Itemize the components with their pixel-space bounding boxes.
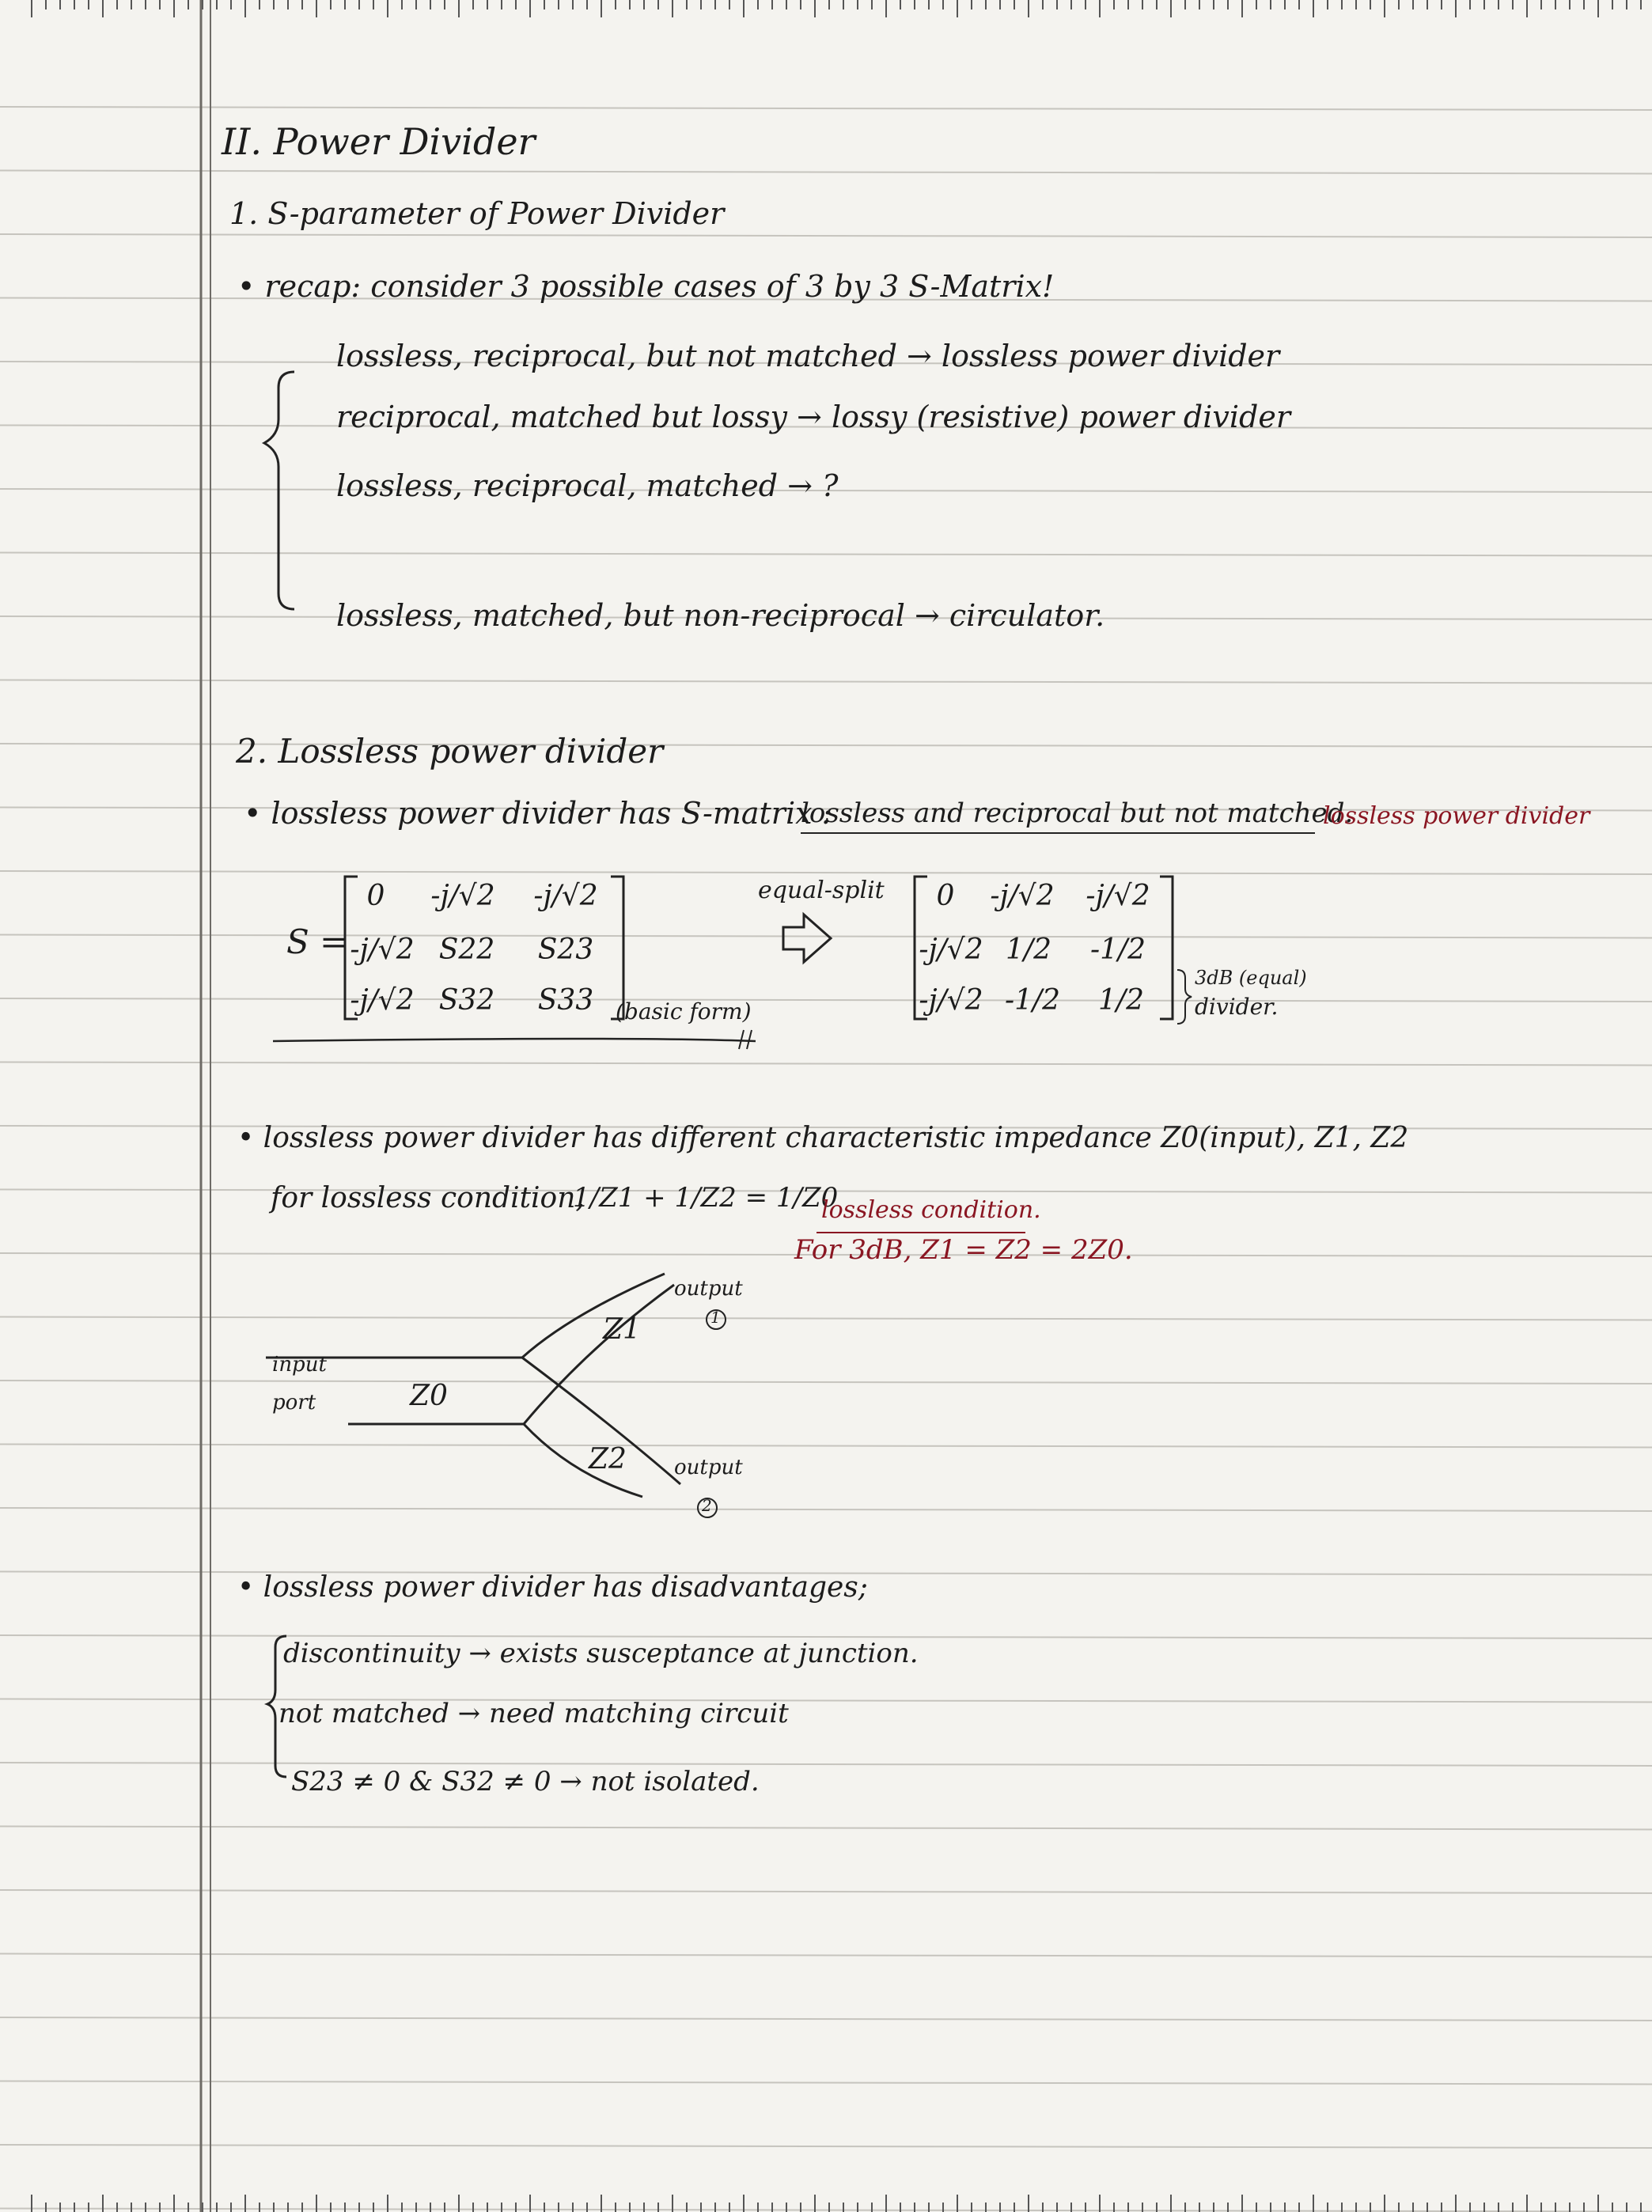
recap-line: • recap: consider 3 possible cases of 3 by 3 S-Matrix! [237,269,1055,304]
ruled-line [0,1763,1652,1766]
output2-label: output [674,1456,743,1479]
ruled-line [0,998,1652,1002]
ruled-line [0,553,1652,556]
brace-cases [264,372,294,609]
equal-note-brace [1177,970,1192,1024]
equal-matrix-cell: 1/2 [1006,934,1051,966]
ruled-line [0,871,1652,874]
ruled-line [0,1317,1652,1320]
bullet3: • lossless power divider has disadvantages; [237,1571,868,1604]
basic-matrix-cell: 0 [366,880,385,912]
section2-title: 2. Lossless power divider [236,732,664,771]
z1-label: Z1 [603,1313,641,1346]
basic-matrix-cell: S32 [438,984,495,1017]
disadvantage-item: S23 ≠ 0 & S32 ≠ 0 → not isolated. [291,1766,760,1797]
ruled-line [0,1381,1652,1384]
basic-matrix-cell: -j/√2 [430,880,495,912]
basic-form-underline [273,1039,756,1041]
page-heading: II. Power Divider [222,120,536,163]
condition-3db: For 3dB, Z1 = Z2 = 2Z0. [794,1234,1133,1266]
disadvantage-item: not matched → need matching circuit [278,1698,789,1729]
ruled-line [0,1508,1652,1511]
basic-matrix-cell: -j/√2 [350,984,415,1017]
equal-matrix-cell: -j/√2 [919,934,983,966]
ruled-line [0,1827,1652,1830]
equal-note-line2: divider. [1195,994,1279,1020]
basic-matrix-right-bracket [611,877,623,1019]
ruled-line [0,1954,1652,1957]
ruled-line [0,680,1652,684]
ruled-line [0,1062,1652,1066]
ruled-line [0,2017,1652,2021]
case-item: reciprocal, matched but lossy → lossy (resistive) power divider [336,400,1290,434]
bullet2: • lossless power divider has different characteristic impedance Z0(input), Z1, Z2 [237,1122,1409,1154]
output1-label: output [674,1277,743,1301]
equal-matrix-cell: 0 [936,880,955,912]
equal-note-line1: 3dB (equal) [1195,967,1307,989]
equal-matrix-cell: -1/2 [1004,984,1061,1017]
matrix-label: S = [286,922,348,961]
ruled-line [0,171,1652,174]
condition-note: lossless condition. [821,1196,1041,1224]
ruled-line [0,1890,1652,1893]
equal-split-arrow-icon [783,915,831,962]
section1-title: 1. S-parameter of Power Divider [229,196,725,231]
equal-matrix-cell: -j/√2 [1086,880,1150,912]
input-port-label: input [272,1353,327,1377]
ruled-line [0,1699,1652,1703]
disadvantage-item: discontinuity → exists susceptance at junction. [283,1638,919,1669]
basic-matrix-cell: S22 [438,934,495,966]
basic-matrix-cell: S23 [537,934,594,966]
output1-number: 1 [710,1308,721,1327]
input-port-label-2: port [272,1391,316,1415]
equal-split-label: equal-split [758,877,885,904]
bullet1-red-note: lossless power divider [1323,802,1590,830]
basic-matrix-cell: -j/√2 [533,880,598,912]
ruled-line [0,234,1652,237]
impedance-equation: 1/Z1 + 1/Z2 = 1/Z0 [573,1182,839,1214]
ruled-line [0,107,1652,110]
equal-matrix-cell: -1/2 [1089,934,1146,966]
equal-matrix-cell: 1/2 [1098,984,1144,1017]
output2-number: 2 [702,1496,712,1515]
case-item: lossless, reciprocal, matched → ? [336,468,839,503]
basic-form-note: (basic form) [616,998,752,1025]
ruled-line [0,2081,1652,2085]
case-item: lossless, matched, but non-reciprocal → circulator. [336,598,1105,633]
equal-matrix-cell: -j/√2 [990,880,1055,912]
ruled-line [0,2145,1652,2148]
basic-matrix-cell: -j/√2 [350,934,415,966]
z0-label: Z0 [410,1380,448,1412]
equal-matrix-cell: -j/√2 [919,984,983,1017]
case-item: lossless, reciprocal, but not matched → lossless power divider [336,339,1280,373]
z2-label: Z2 [589,1443,627,1475]
condition-prefix: for lossless condition, [271,1182,585,1214]
ruled-line [0,2209,1652,2212]
bullet1-underlined: lossless and reciprocal but not matched. [801,797,1354,829]
basic-form-slash [739,1030,752,1049]
basic-matrix-cell: S33 [537,984,594,1017]
ruled-line [0,1445,1652,1448]
equal-matrix-right-bracket [1160,877,1173,1019]
bullet1: • lossless power divider has S-matrix : [244,796,832,831]
